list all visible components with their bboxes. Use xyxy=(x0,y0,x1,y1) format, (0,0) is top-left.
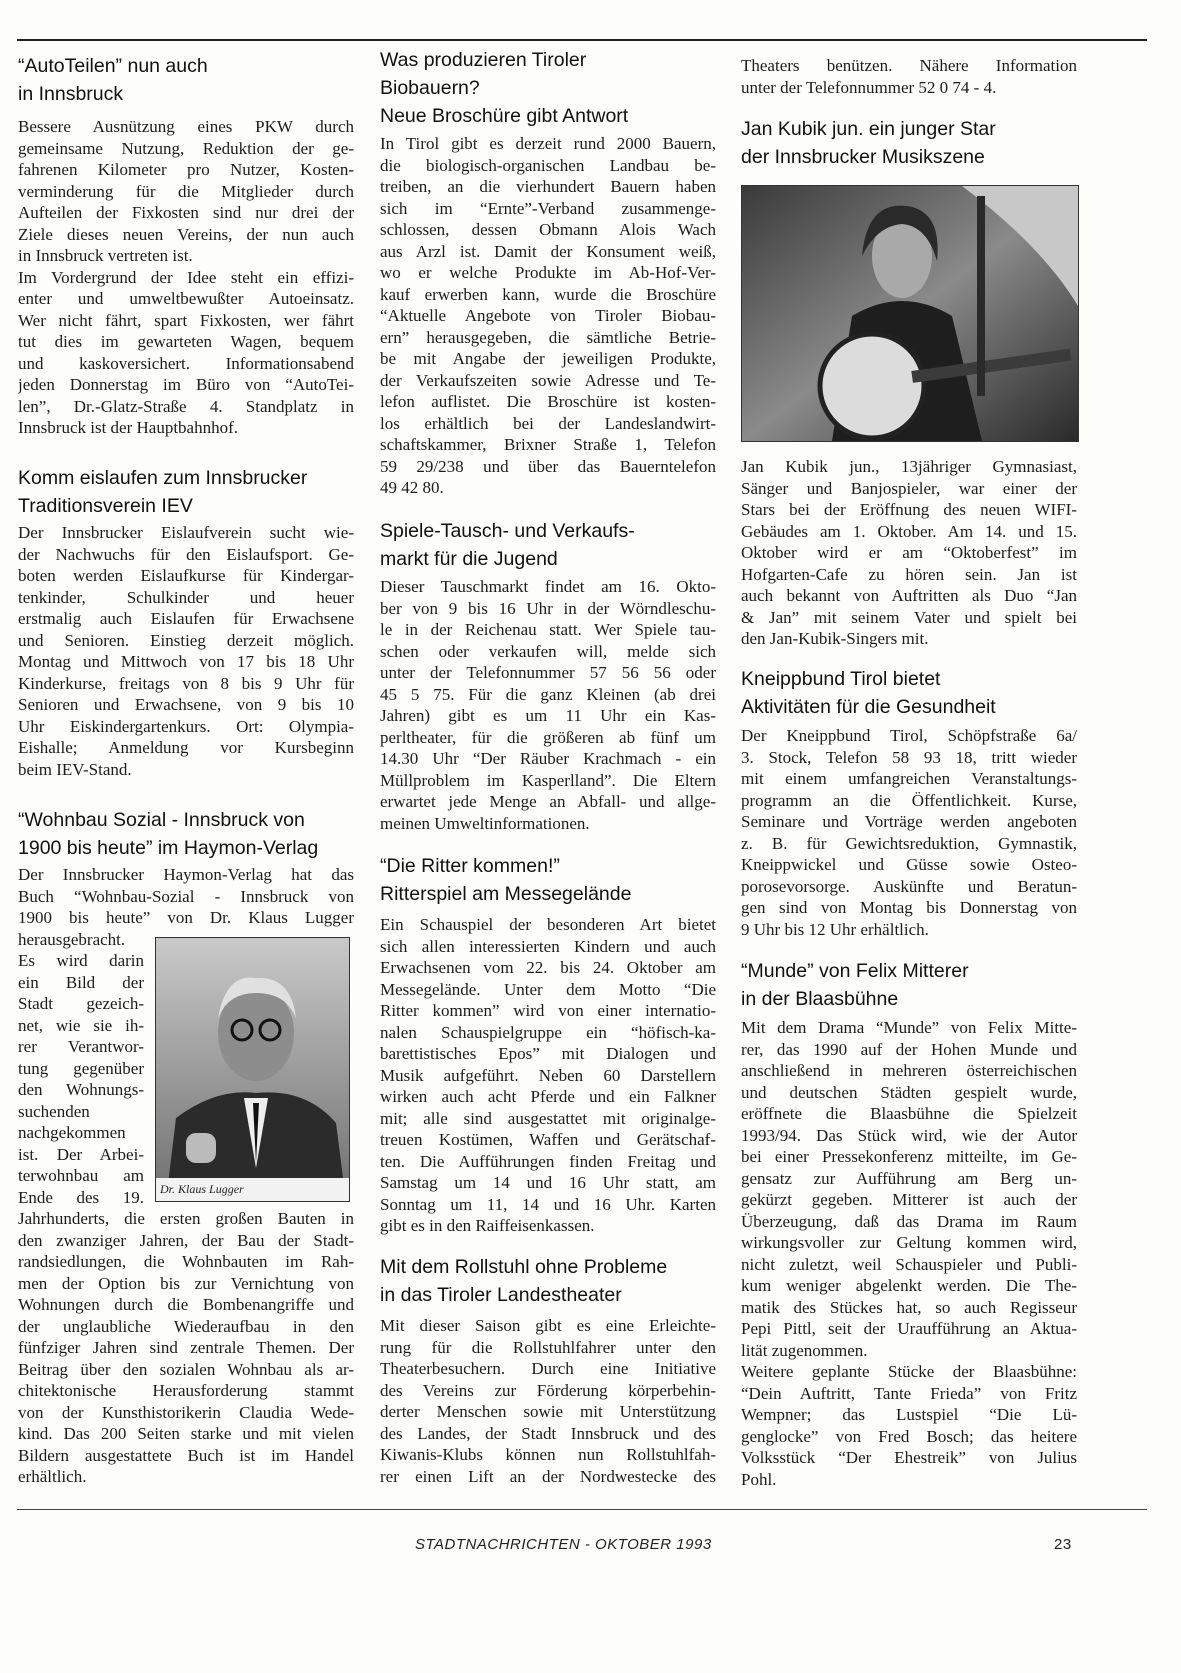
text-line: Hofgarten-Cafe zu hören sein. Jan ist xyxy=(741,564,1077,584)
text-line: net, wie sie ih- xyxy=(18,1015,144,1035)
text-line: len”, Dr.-Glatz-Straße 4. Standplatz in xyxy=(18,396,354,416)
text-line: tenkinder, Schulkinder und heuer xyxy=(18,587,354,607)
text-line: ist. Der Arbei- xyxy=(18,1144,144,1164)
text-line: Mit dem Drama “Munde” von Felix Mitte- xyxy=(741,1018,1077,1037)
text-line: ern” herausgegeben, die sämtliche Betrie- xyxy=(380,327,716,347)
article-body-iev xyxy=(18,522,354,780)
headline-line: Traditionsverein IEV xyxy=(18,495,193,517)
text-line: porosevorsorge. Auskünfte und Beratun- xyxy=(741,876,1077,896)
text-line: des Landes, der Stadt Innsbruck und des xyxy=(380,1423,716,1443)
text-line: barettistisches Epos” mit Dialogen und xyxy=(380,1044,716,1063)
text-line: beim IEV-Stand. xyxy=(18,759,132,779)
text-line: Der Innsbrucker Eislaufverein sucht wie- xyxy=(18,523,354,542)
text-line: Eishalle; Anmeldung vor Kursbeginn xyxy=(18,738,354,757)
text-line: Sänger und Banjospieler, war einer der xyxy=(741,478,1077,498)
text-line: kauf erwerben kann, wurde die Broschüre xyxy=(380,284,716,304)
headline-line: “AutoTeilen” nun auch xyxy=(18,55,208,77)
bottom-rule xyxy=(17,1509,1147,1510)
headline-line: 1900 bis heute” im Haymon-Verlag xyxy=(18,837,319,859)
text-line: mit; alle sind ausgestattet mit originalge- xyxy=(380,1108,716,1128)
text-line: Jahren) gibt es um 11 Uhr ein Kas- xyxy=(380,706,716,725)
headline-line: der Innsbrucker Musikszene xyxy=(741,146,985,168)
photo-jan-kubik xyxy=(741,185,1079,442)
text-line: matik des Stückes hat, so auch Regisseur xyxy=(741,1297,1077,1317)
headline-line: in der Blaasbühne xyxy=(741,988,899,1010)
headline-line: Neue Broschüre gibt Antwort xyxy=(380,105,629,127)
text-line: Stadt gezeich- xyxy=(18,994,144,1013)
text-line: Müllproblem im Kasperlland”. Die Eltern xyxy=(380,770,716,790)
text-line: nalen Schauspielgruppe ein “höfisch-ka- xyxy=(380,1022,716,1042)
text-line: Wohnungen durch die Bombenangriffe und xyxy=(18,1295,354,1314)
text-line: Gebäudes am 1. Oktober. Am 14. und 15. xyxy=(741,521,1077,541)
text-line: lefon auflistet. Die Broschüre ist kosten- xyxy=(380,392,716,411)
headline-kubik xyxy=(741,115,1101,171)
text-line: in Innsbruck vertreten ist. xyxy=(18,246,193,265)
article-body-rollstuhl-cont xyxy=(741,55,1077,98)
headline-line: Spiele-Tausch- und Verkaufs- xyxy=(380,520,635,542)
text-line: Theaterbesuchern. Durch eine Initiative xyxy=(380,1359,716,1378)
footer-page-number: 23 xyxy=(1054,1536,1072,1553)
headline-biobauern xyxy=(380,46,740,130)
headline-spiele xyxy=(380,517,740,573)
text-line: 49 42 80. xyxy=(380,478,444,497)
text-line: derter Menschen sowie mit Unterstützung xyxy=(380,1402,716,1421)
article-body-munde xyxy=(741,1017,1077,1490)
text-line: Buch “Wohnbau-Sozial - Innsbruck von xyxy=(18,886,354,906)
text-line: der unglaubliche Wiederaufbau in den xyxy=(18,1316,354,1336)
text-line: sich im “Ernte”-Verband zusammenge- xyxy=(380,198,716,218)
text-line: Wempner; das Lustspiel “Die Lü- xyxy=(741,1405,1077,1424)
text-line: Uhr Eiskindergartenkurs. Ort: Olympia- xyxy=(18,716,354,736)
text-line: nachgekommen xyxy=(18,1123,126,1142)
text-line: anschließend in mehreren österreichischen xyxy=(741,1061,1077,1080)
headline-line: markt für die Jugend xyxy=(380,548,558,570)
text-line: genglocke” von Fred Bosch; das heitere xyxy=(741,1426,1077,1446)
text-line: den Jan-Kubik-Singers mit. xyxy=(741,629,929,648)
text-line: Dieser Tauschmarkt findet am 16. Okto- xyxy=(380,577,716,596)
text-line: z. B. für Gewichtsreduktion, Gymnastik, xyxy=(741,833,1077,853)
text-line: chitektonische Herausforderung stammt xyxy=(18,1381,354,1400)
text-line: treiben, an die vierhundert Bauern haben xyxy=(380,177,716,196)
text-line: Kiwanis-Klubs können nun Rollstuhlfah- xyxy=(380,1445,716,1464)
text-line: rung für die Rollstuhlfahrer unter den xyxy=(380,1337,716,1357)
text-line: fahrenen Kilometer pro Nutzer, Kosten- xyxy=(18,160,354,179)
headline-ritter xyxy=(380,852,740,908)
text-line: gen sind von Montag bis Donnerstag von xyxy=(741,898,1077,917)
text-line: programm an die Öffentlichkeit. Kurse, xyxy=(741,790,1077,810)
text-line: & Jan” mit seinem Vater und spielt bei xyxy=(741,607,1077,627)
text-line: gibt es in den Raiffeisenkassen. xyxy=(380,1216,595,1235)
text-line: Bessere Ausnützung eines PKW durch xyxy=(18,117,354,136)
text-line: gemeinsame Nutzung, Reduktion der ge- xyxy=(18,138,354,158)
text-line: die biologisch-organischen Landbau be- xyxy=(380,155,716,175)
banjo-player-image xyxy=(742,186,1078,441)
text-line: herausgebracht. xyxy=(18,929,126,949)
text-line: 3. Stock, Telefon 58 93 18, tritt wieder xyxy=(741,747,1077,767)
portrait-image xyxy=(156,938,349,1201)
text-line: kum weniger abgelenkt werden. Die The- xyxy=(741,1276,1077,1295)
text-line: wirkungsvoller zur Geltung kommen wird, xyxy=(741,1233,1077,1252)
text-line: In Tirol gibt es derzeit rund 2000 Bauern, xyxy=(380,134,716,153)
text-line: perltheater, für die größeren ab fünf um xyxy=(380,727,716,747)
text-line: verminderung für die Mitglieder durch xyxy=(18,181,354,201)
text-line: Der Kneippbund Tirol, Schöpfstraße 6a/ xyxy=(741,726,1077,745)
text-line: Montag und Mittwoch von 17 bis 18 Uhr xyxy=(18,652,354,671)
text-line: und Senioren. Einstieg derzeit möglich. xyxy=(18,630,354,650)
text-line: Jan Kubik jun., 13jähriger Gymnasiast, xyxy=(741,457,1077,476)
text-line: randsiedlungen, die Wohnbauten im Rah- xyxy=(18,1252,354,1271)
text-line: Ein Schauspiel der besonderen Art bietet xyxy=(380,915,716,934)
text-line: von der Kunsthistorikerin Claudia Wede- xyxy=(18,1402,354,1422)
text-line: Es wird darin xyxy=(18,951,144,970)
text-line: boten werden Eislaufkurse für Kindergar- xyxy=(18,566,354,585)
article-body-kneipp xyxy=(741,725,1077,940)
text-line: ten. Die Aufführungen finden Freitag und xyxy=(380,1151,716,1171)
text-line: los erhältlich bei der Landeslandwirt- xyxy=(380,413,716,433)
article-body-kubik xyxy=(741,456,1077,650)
text-line: terwohnbau am xyxy=(18,1166,144,1185)
text-line: gensatz zur Aufführung am Berg un- xyxy=(741,1168,1077,1188)
text-line: Ende des 19. xyxy=(18,1187,144,1207)
text-line: men der Option bis zur Vernichtung von xyxy=(18,1273,354,1293)
text-line: Pohl. xyxy=(741,1469,777,1489)
text-line: Ziele dieses neuen Vereins, der nun auch xyxy=(18,224,354,244)
article-body-biobauern xyxy=(380,133,716,499)
text-line: Senioren und Erwachsene, von 9 bis 10 xyxy=(18,695,354,714)
headline-kneipp xyxy=(741,665,1101,721)
text-line: ein Bild der xyxy=(18,972,144,992)
headline-line: Komm eislaufen zum Innsbrucker xyxy=(18,467,308,489)
text-line: auch bekannt von Auftritten als Duo “Jan xyxy=(741,586,1077,605)
text-line: erstmalig auch Eislaufen für Erwachsene xyxy=(18,609,354,628)
text-line: bei einer Pressekonferenz mitteilte, im Ge- xyxy=(741,1147,1077,1166)
text-line: Kneippwickel und Güsse sowie Osteo- xyxy=(741,855,1077,874)
headline-wohnbau xyxy=(18,806,378,862)
headline-line: Mit dem Rollstuhl ohne Probleme xyxy=(380,1256,668,1278)
text-line: mit einem umfangreichen Veranstaltungs- xyxy=(741,769,1077,788)
text-line: den zwanziger Jahren, der Bau der Stadt- xyxy=(18,1230,354,1250)
headline-line: Kneippbund Tirol bietet xyxy=(741,668,941,690)
text-line: be mit Angabe der jeweiligen Produkte, xyxy=(380,349,716,368)
text-line: der Verkaufszeiten sowie Adresse und Te- xyxy=(380,370,716,390)
text-line: Seminare und Vorträge werden angeboten xyxy=(741,812,1077,831)
text-line: Oktober wird er am “Oktoberfest” im xyxy=(741,543,1077,562)
text-line: 45 5 75. Für die ganz Kleinen (ab drei xyxy=(380,684,716,704)
text-line: Pepi Pittl, seit der Uraufführung an Aktua- xyxy=(741,1319,1077,1338)
text-line: Mit dieser Saison gibt es eine Erleichte- xyxy=(380,1316,716,1335)
text-line: Aufteilen der Fixkosten sind nur drei der xyxy=(18,203,354,222)
text-line: Bildern ausgestattete Buch ist im Handel xyxy=(18,1445,354,1465)
text-line: “Aktuelle Angebote von Tiroler Biobau- xyxy=(380,306,716,325)
headline-line: Jan Kubik jun. ein junger Star xyxy=(741,118,996,140)
article-body-rollstuhl xyxy=(380,1315,716,1487)
text-line: enter und umweltbewußter Autoeinsatz. xyxy=(18,289,354,308)
text-line: Weitere geplante Stücke der Blaasbühne: xyxy=(741,1362,1077,1381)
text-line: rer einen Lift an der Nordwestecke des xyxy=(380,1466,716,1486)
text-line: 1900 bis heute” von Dr. Klaus Lugger xyxy=(18,908,354,927)
headline-autoteilen xyxy=(18,52,378,108)
headline-line: Ritterspiel am Messegelände xyxy=(380,883,632,905)
text-line: schen oder verkaufen will, melde sich xyxy=(380,641,716,661)
text-line: rer, das 1990 auf der Hohen Munde und xyxy=(741,1039,1077,1059)
text-line: schlossen, dessen Obmann Alois Wach xyxy=(380,220,716,239)
headline-line: Was produzieren Tiroler xyxy=(380,49,587,71)
text-line: erwartet jede Menge an Abfall- und allge- xyxy=(380,792,716,811)
text-line: Überzeugung, daß das Drama im Raum xyxy=(741,1211,1077,1231)
text-line: Jahrhunderts, die ersten großen Bauten in xyxy=(18,1209,354,1228)
text-line: Der Innsbrucker Haymon-Verlag hat das xyxy=(18,865,354,884)
text-line: kind. Das 200 Seiten starke und mit vielen xyxy=(18,1424,354,1443)
headline-iev xyxy=(18,464,378,520)
text-line: Sonntag um 11, 14 und 16 Uhr. Karten xyxy=(380,1194,716,1214)
text-line: Stars bei der Eröffnung des neuen WIFI- xyxy=(741,500,1077,519)
text-line: Erwachsenen vom 22. bis 24. Oktober am xyxy=(380,958,716,977)
article-body-autoteilen xyxy=(18,116,354,439)
text-line: den Wohnungs- xyxy=(18,1080,144,1099)
text-line: Theaters benützen. Nähere Information xyxy=(741,56,1077,75)
headline-line: in das Tiroler Landestheater xyxy=(380,1284,622,1306)
text-line: Innsbruck ist der Hauptbahnhof. xyxy=(18,418,239,437)
text-line: unter der Telefonnummer 57 56 56 oder xyxy=(380,663,716,682)
headline-line: Aktivitäten für die Gesundheit xyxy=(741,696,996,718)
text-line: treuen Kostümen, Waffen und Gerätschaf- xyxy=(380,1130,716,1149)
text-line: sich allen interessierten Kindern und auch xyxy=(380,936,716,956)
headline-line: “Die Ritter kommen!” xyxy=(380,855,560,877)
text-line: Im Vordergrund der Idee steht ein effizi- xyxy=(18,267,354,287)
text-line: tung gegenüber xyxy=(18,1058,144,1078)
text-line: Messegelände. Unter dem Motto “Die xyxy=(380,979,716,999)
photo-klaus-lugger xyxy=(155,937,350,1202)
text-line: tut dies im gewarteten Wagen, bequem xyxy=(18,332,354,351)
headline-rollstuhl xyxy=(380,1253,740,1309)
text-line: meinen Umweltinformationen. xyxy=(380,813,590,833)
text-line: Wer nicht fährt, spart Fixkosten, wer fährt xyxy=(18,310,354,330)
text-line: 1993/94. Das Stück wird, wie der Autor xyxy=(741,1125,1077,1145)
text-line: eröffnete die Blaasbühne die Spielzeit xyxy=(741,1104,1077,1123)
text-line: nicht zuletzt, weil Schauspieler und Publi- xyxy=(741,1254,1077,1274)
text-line: suchenden xyxy=(18,1101,90,1121)
text-line: erhältlich. xyxy=(18,1467,87,1486)
text-line: und deutschen Städten gespielt wurde, xyxy=(741,1082,1077,1102)
text-line: der Nachwuchs für den Eislaufsport. Ge- xyxy=(18,544,354,564)
text-line: wo er welche Produkte im Ab-Hof-Ver- xyxy=(380,263,716,282)
text-line: fünfziger Jahren sind zentrale Themen. Der xyxy=(18,1338,354,1357)
headline-munde xyxy=(741,957,1101,1013)
text-line: schaftskammer, Brixner Straße 1, Telefon xyxy=(380,435,716,454)
headline-line: “Munde” von Felix Mitterer xyxy=(741,960,969,982)
footer-publication: STADTNACHRICHTEN - OKTOBER 1993 xyxy=(415,1536,712,1553)
article-body-ritter xyxy=(380,914,716,1237)
text-line: und kaskoversichert. Informationsabend xyxy=(18,353,354,373)
text-line: Beitrag über den sozialen Wohnbau als ar- xyxy=(18,1359,354,1379)
article-body-spiele xyxy=(380,576,716,834)
top-rule xyxy=(17,39,1147,41)
text-line: Kinderkurse, freitags von 8 bis 9 Uhr für xyxy=(18,673,354,693)
headline-line: in Innsbruck xyxy=(18,83,124,105)
text-line: aus Arzl ist. Damit der Konsument weiß, xyxy=(380,241,716,261)
text-line: 9 Uhr bis 12 Uhr erhältlich. xyxy=(741,919,929,939)
headline-line: Biobauern? xyxy=(380,77,480,99)
text-line: rer Verantwor- xyxy=(18,1037,144,1056)
text-line: lität zugenommen. xyxy=(741,1340,868,1360)
text-line: “Dein Auftritt, Tante Frieda” von Fritz xyxy=(741,1383,1077,1403)
text-line: gekürzt gegeben. Mitterer ist auch der xyxy=(741,1190,1077,1209)
text-line: 59 29/238 und über das Bauerntelefon xyxy=(380,456,716,476)
headline-line: “Wohnbau Sozial - Innsbruck von xyxy=(18,809,305,831)
text-line: wirken auch acht Pferde und ein Falkner xyxy=(380,1087,716,1106)
text-line: ber von 9 bis 16 Uhr in der Wörndleschu- xyxy=(380,598,716,618)
photo-caption: Dr. Klaus Lugger xyxy=(160,1182,244,1196)
text-line: le in der Reichenau statt. Wer Spiele tau- xyxy=(380,620,716,639)
text-line: des Vereins zur Förderung körperbehin- xyxy=(380,1380,716,1400)
text-line: jeden Donnerstag im Büro von “AutoTei- xyxy=(18,375,354,394)
text-line: unter der Telefonnummer 52 0 74 - 4. xyxy=(741,77,997,97)
text-line: Musik aufgeführt. Neben 60 Darstellern xyxy=(380,1065,716,1085)
text-line: Samstag um 14 und 16 Uhr statt, am xyxy=(380,1173,716,1192)
text-line: Volksstück “Der Ehestreik” von Julius xyxy=(741,1448,1077,1467)
text-line: Ritter kommen” wird von einer internatio- xyxy=(380,1001,716,1020)
text-line: 14.30 Uhr “Der Räuber Krachmach - ein xyxy=(380,749,716,768)
